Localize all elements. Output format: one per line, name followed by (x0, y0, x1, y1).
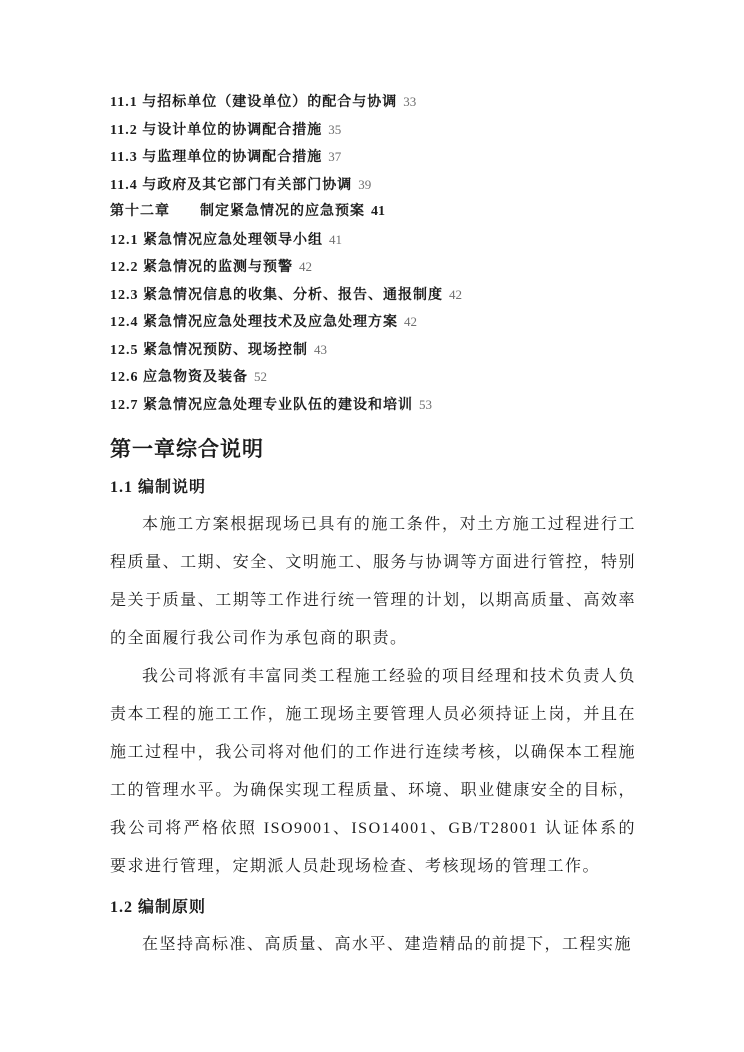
toc-entry-label: 第十二章 制定紧急情况的应急预案 (110, 204, 365, 219)
toc-entry-label: 11.2 与设计单位的协调配合措施 (110, 122, 323, 138)
paragraph: 我公司将派有丰富同类工程施工经验的项目经理和技术负责人负责本工程的施工工作，施工现场主要管理人员必须持证上岗，并且在施工过程中，我公司将对他们的工作进行连续考核，以确保本工程施工的管理水平。为确保实现工程质量、环境、职业健康安全的目标，我公司将严格依照 ISO9001、ISO14001、GB/T28001 认证体系的要求进行管理，定期派人员赴现场检查、考核现场的管理工作。 (110, 668, 636, 875)
toc-page-number: 41 (371, 204, 385, 219)
toc-page-number: 39 (358, 176, 372, 192)
toc-entry-label: 12.3 紧急情况信息的收集、分析、报告、通报制度 (110, 287, 443, 303)
toc-entry-11-2[interactable] (110, 116, 636, 144)
toc-page-number: 42 (299, 259, 312, 274)
toc-page-number: 42 (404, 314, 417, 329)
table-of-contents (110, 88, 636, 418)
section-heading-1-2: 1.2 编制原则 (110, 899, 207, 916)
toc-page-number: 37 (328, 149, 342, 164)
paragraph: 本施工方案根据现场已具有的施工条件，对土方施工过程进行工程质量、工期、安全、文明施工、服务与协调等方面进行管控，特别是关于质量、工期等工作进行统一管理的计划，以期高质量、高效率的全面履行我公司作为承包商的职责。 (110, 516, 636, 647)
toc-entry-12-6[interactable] (110, 363, 636, 391)
toc-page-number: 41 (329, 231, 342, 247)
chapter-title: 第一章综合说明 (110, 437, 264, 461)
toc-page-number: 35 (328, 121, 342, 137)
toc-entry-12-2[interactable] (110, 253, 636, 281)
paragraph: 在坚持高标准、高质量、高水平、建造精品的前提下，工程实施 (142, 936, 633, 953)
toc-entry-label: 11.3 与监理单位的协调配合措施 (110, 150, 323, 165)
section-heading-1-1: 1.1 编制说明 (110, 479, 207, 496)
toc-entry-12-7[interactable] (110, 391, 636, 419)
toc-entry-11-3[interactable] (110, 143, 636, 171)
toc-entry-label: 12.2 紧急情况的监测与预警 (110, 260, 293, 275)
toc-entry-12-3[interactable] (110, 281, 636, 309)
toc-page-number: 53 (419, 396, 432, 412)
toc-page-number: 43 (314, 341, 327, 357)
toc-entry-12-5[interactable] (110, 336, 636, 364)
toc-entry-chapter-12[interactable] (110, 198, 636, 226)
toc-entry-12-4[interactable] (110, 308, 636, 336)
toc-entry-label: 11.4 与政府及其它部门有关部门协调 (110, 177, 353, 193)
toc-entry-11-4[interactable] (110, 171, 636, 199)
toc-entry-12-1[interactable] (110, 226, 636, 254)
toc-page-number: 33 (403, 94, 417, 109)
toc-entry-label: 12.7 紧急情况应急处理专业队伍的建设和培训 (110, 397, 413, 413)
toc-page-number: 42 (449, 286, 462, 302)
toc-entry-label: 12.1 紧急情况应急处理领导小组 (110, 232, 323, 248)
toc-page-number: 52 (254, 369, 267, 384)
toc-entry-11-1[interactable] (110, 88, 636, 116)
toc-entry-label: 12.6 应急物资及装备 (110, 370, 248, 385)
toc-entry-label: 11.1 与招标单位（建设单位）的配合与协调 (110, 95, 398, 110)
toc-entry-label: 12.4 紧急情况应急处理技术及应急处理方案 (110, 315, 398, 330)
toc-entry-label: 12.5 紧急情况预防、现场控制 (110, 342, 308, 358)
